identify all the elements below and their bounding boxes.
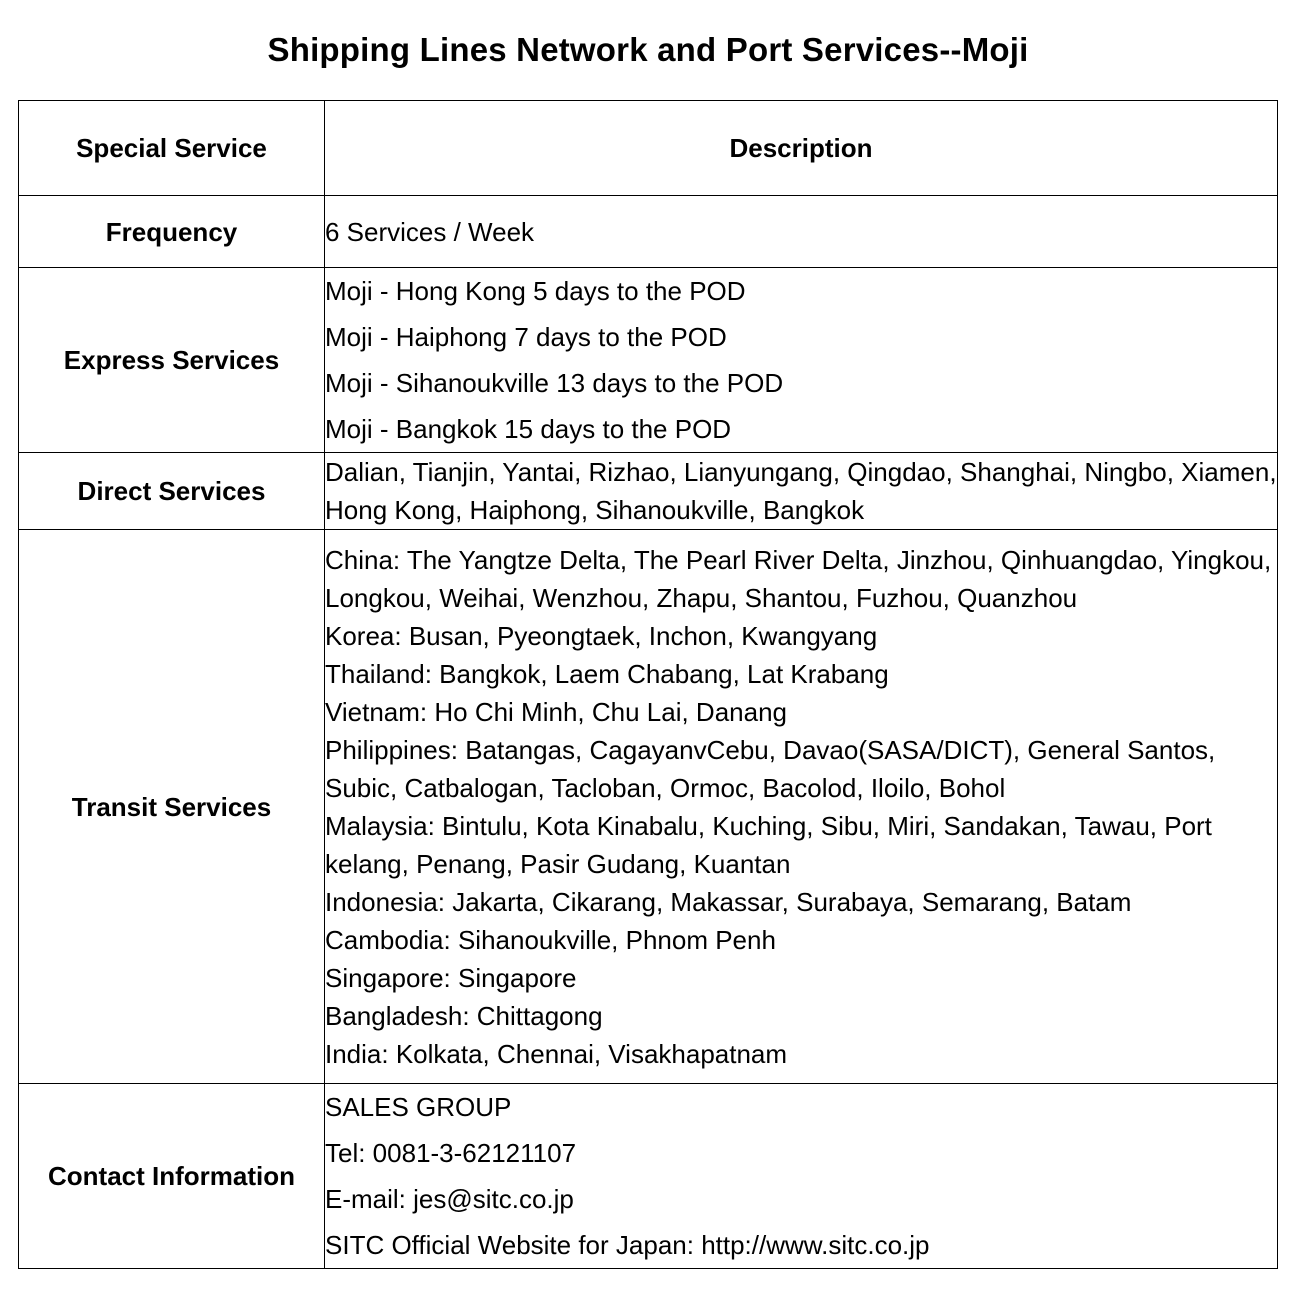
express-label: Express Services <box>19 268 325 453</box>
direct-description <box>325 453 1278 530</box>
direct-ports: Dalian, Tianjin, Yantai, Rizhao, Lianyungang, Qingdao, Shanghai, Ningbo, Xiamen, Hong Kong, Haiphong, Sihanoukville, Bangkok <box>325 457 1277 525</box>
transit-line: Malaysia: Bintulu, Kota Kinabalu, Kuching, Sibu, Miri, Sandakan, Tawau, Port kelang, Penang, Pasir Gudang, Kuantan <box>325 810 1212 879</box>
transit-line: India: Kolkata, Chennai, Visakhapatnam <box>325 1038 788 1069</box>
transit-line: Thailand: Bangkok, Laem Chabang, Lat Krabang <box>325 658 889 689</box>
transit-line: Philippines: Batangas, CagayanvCebu, Davao(SASA/DICT), General Santos, Subic, Catbalogan, Tacloban, Ormoc, Bacolod, Iloilo, Bohol <box>325 734 1216 803</box>
contact-line: Tel: 0081-3-62121107 <box>325 1138 577 1168</box>
frequency-label: Frequency <box>19 196 325 268</box>
header-special-service: Special Service <box>19 101 325 196</box>
contact-line: SALES GROUP <box>325 1092 512 1122</box>
transit-description <box>325 530 1278 1084</box>
table-row-contact <box>19 1084 1278 1269</box>
services-table <box>18 100 1278 1269</box>
contact-label: Contact Information <box>19 1084 325 1269</box>
express-line: Moji - Bangkok 15 days to the POD <box>325 414 732 444</box>
page-title: Shipping Lines Network and Port Services--Moji <box>267 31 1029 68</box>
contact-line: SITC Official Website for Japan: http://www.sitc.co.jp <box>325 1230 930 1260</box>
table-row-frequency <box>19 196 1278 268</box>
express-line: Moji - Hong Kong 5 days to the POD <box>325 276 746 306</box>
transit-label: Transit Services <box>19 530 325 1084</box>
transit-line: Indonesia: Jakarta, Cikarang, Makassar, Surabaya, Semarang, Batam <box>325 886 1132 917</box>
express-line: Moji - Sihanoukville 13 days to the POD <box>325 368 784 398</box>
frequency-value: 6 Services / Week <box>325 196 1278 268</box>
table-row-transit <box>19 530 1278 1084</box>
transit-line: Bangladesh: Chittagong <box>325 1000 603 1031</box>
table-header-row <box>19 101 1278 196</box>
transit-line: China: The Yangtze Delta, The Pearl River Delta, Jinzhou, Qinhuangdao, Yingkou, Longkou, Weihai, Wenzhou, Zhapu, Shantou, Fuzhou, Quanzhou <box>325 544 1272 613</box>
contact-description <box>325 1084 1278 1269</box>
transit-line: Cambodia: Sihanoukville, Phnom Penh <box>325 924 776 955</box>
direct-label: Direct Services <box>19 453 325 530</box>
express-description <box>325 268 1278 453</box>
table-row-direct <box>19 453 1278 530</box>
transit-line: Korea: Busan, Pyeongtaek, Inchon, Kwangyang <box>325 620 878 651</box>
table-row-express <box>19 268 1278 453</box>
transit-line: Singapore: Singapore <box>325 962 577 993</box>
contact-line: E-mail: jes@sitc.co.jp <box>325 1184 574 1214</box>
transit-line: Vietnam: Ho Chi Minh, Chu Lai, Danang <box>325 696 787 727</box>
header-description: Description <box>325 101 1278 196</box>
express-line: Moji - Haiphong 7 days to the POD <box>325 322 727 352</box>
